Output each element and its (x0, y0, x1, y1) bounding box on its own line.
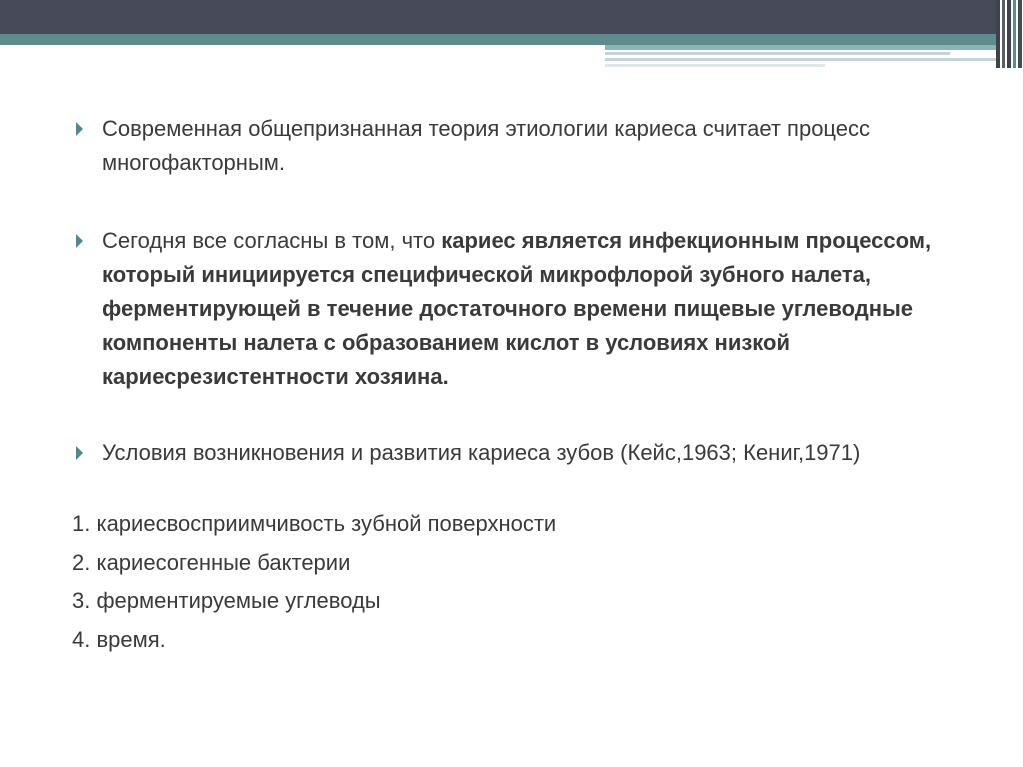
stripe (1013, 0, 1016, 68)
bullet-arrow-icon (76, 122, 83, 136)
bullet-text: Современная общепризнанная теория этиологии кариеса считает процесс многофакторным. (102, 116, 871, 175)
numbered-item: 1. кариесвосприимчивость зубной поверхности (72, 511, 557, 536)
bullet-item (72, 112, 972, 180)
bullet-text: Сегодня все согласны в том, что (102, 228, 442, 253)
numbered-item: 4. время. (72, 626, 166, 652)
numbered-item: 3. ферментируемые углеводы (72, 588, 381, 613)
stripe (1018, 0, 1022, 68)
bullet-bold-text: кариес является инфекционным процессом, который инициируется специфической микрофлорой зубного налета, ферментирующей в течение достаточного времени пищевые углеводные компоненты налета с образованием кислот в условиях низкой кариесрезистентности хозяина. (102, 228, 932, 389)
header-accent-light (605, 45, 996, 50)
bullet-item (72, 436, 972, 470)
slide-content (72, 112, 972, 659)
numbered-list (72, 505, 972, 659)
bullet-text: Условия возникновения и развития кариеса зубов (Кейс,1963; Кениг,1971) (102, 440, 861, 465)
header-right-stripes (996, 0, 1024, 68)
stripe (996, 0, 1000, 68)
header-band-dark (0, 0, 996, 34)
header-accent-line (605, 64, 825, 67)
header-band-teal (0, 34, 996, 45)
bullet-arrow-icon (76, 446, 83, 460)
stripe (1007, 0, 1011, 68)
numbered-item: 2. кариесогенные бактерии (72, 549, 351, 575)
header-accent-line (605, 52, 950, 55)
bullet-item (72, 224, 972, 394)
bullet-arrow-icon (76, 234, 83, 248)
stripe (1002, 0, 1005, 68)
header-accent-line (605, 58, 996, 61)
